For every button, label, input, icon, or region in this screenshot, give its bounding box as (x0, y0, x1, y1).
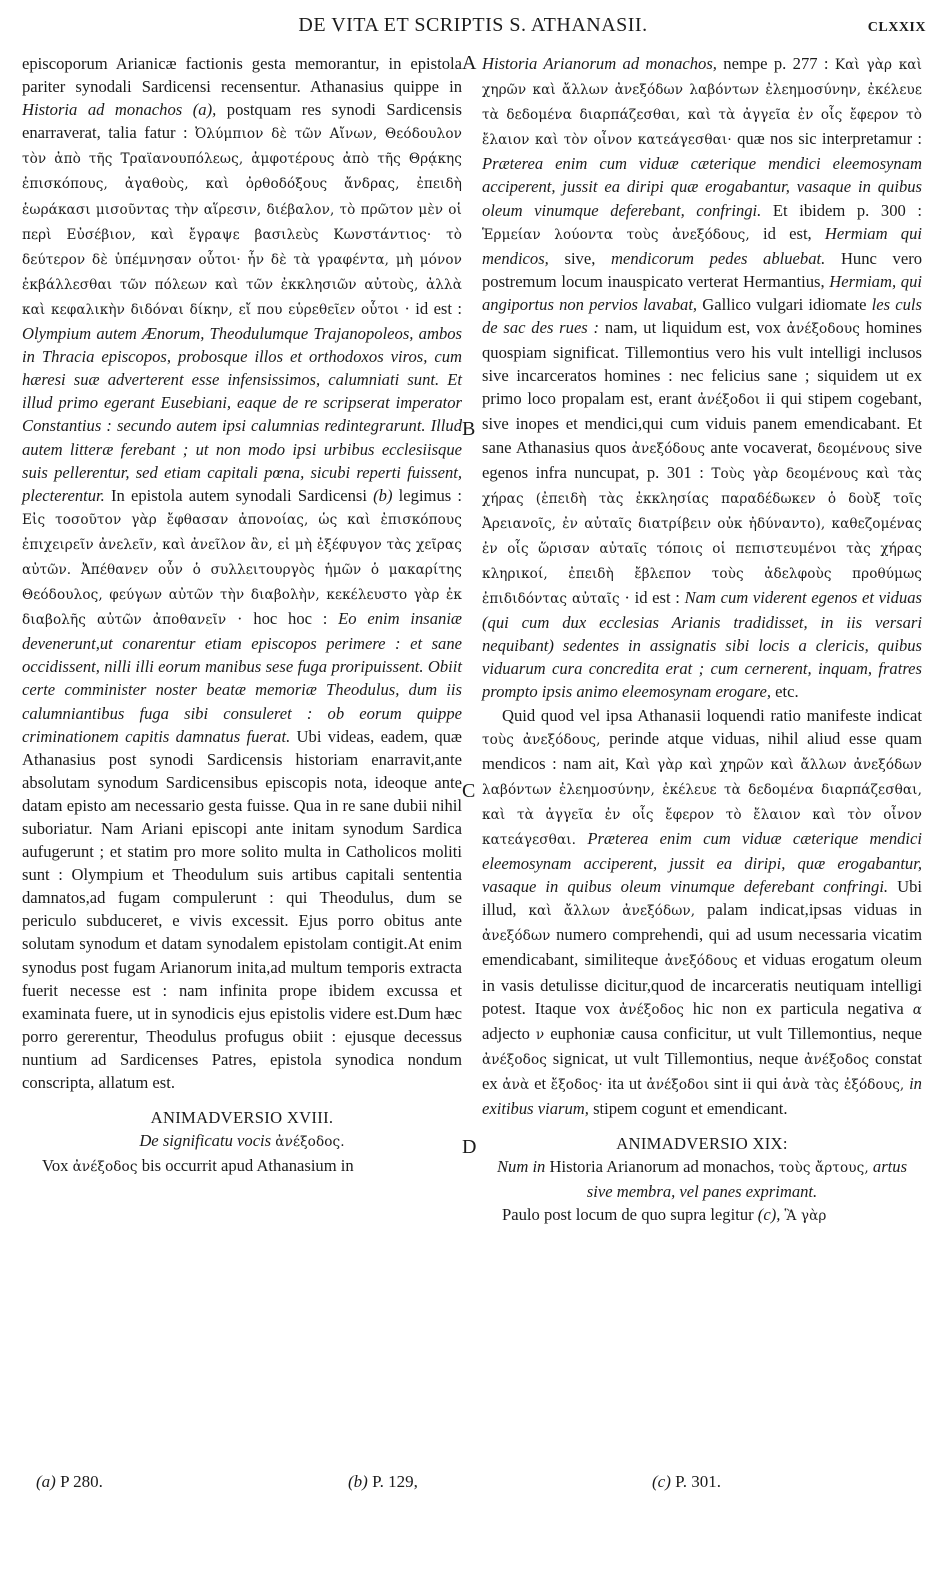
running-title: DE VITA ET SCRIPTIS S. ATHANASII. (298, 14, 648, 36)
left-column (22, 52, 462, 1179)
margin-letter-a: A (462, 52, 477, 74)
footnote-a: (a) P 280. (36, 1472, 103, 1491)
margin-letter-d: D (462, 1136, 477, 1158)
section-heading-xviii: ANIMADVERSIO XVIII. (150, 1108, 334, 1128)
paragraph: Paulo post locum de quo supra legitur (c), Ἃ γὰρ (502, 1205, 827, 1225)
margin-letter-b: B (462, 418, 476, 440)
paragraph: Vox ἀνέξοδος bis occurrit apud Athanasium in (42, 1156, 354, 1176)
paragraph: Quid quod vel ipsa Athanasii loquendi ratio manifeste indicat τοὺς ἀνεξόδους, perinde atque viduas, nihil aliud esse quam mendicos : nam ait, Καὶ γὰρ καὶ χηρῶν καὶ ἄλλων ἀνεξόδων λαβόντων ἐλεημοσύνην, ἐκέλευε τὰ δεδομένα διαρπάζεσθαι, καὶ τὰ ἀγγεῖα ἐν οἷς ἔφερον τὸ ἔλαιον καὶ τὸν οἶνον κατεάγεσθαι. Præterea enim cum viduæ cæterique mendici eleemosynam acciperent, jussit ea diripi, quæ erogabantur, vasaque in quibus oleum vinumque deferebant confringi. Ubi illud, καὶ ἄλλων ἀνεξόδων, palam indicat,ipsas viduas in ἀνεξόδων numero comprehendi, qui ad usum necessaria vicatim emendicabant, similiteque ἀνεξόδους et viduas erogatum oleum in vasis detulisse dicitur,quod de incarceratis neutiquam intelligi potest. Itaque vox ἀνέξοδος hic non ex particula negativa α adjecto ν euphoniæ causa conficitur, ut vult Tillemontius, neque ἀνέξοδος signicat, ut vult Tillemontius, neque ἀνέξοδος constat ex ἀνὰ et ἔξοδος· ita ut ἀνέξοδοι sint ii qui ἀνὰ τὰς ἐξόδους, in exitibus viarum, stipem cogunt et emendicant. (482, 705, 923, 1119)
footnote-c: (c) P. 301. (652, 1472, 721, 1491)
page-header (0, 14, 946, 48)
page-number: CLXXIX (867, 20, 926, 35)
section-subtitle-xix: Num in Historia Arianorum ad monachos, τοὺς ἄρτους, artus sive membra, vel panes exprimant. (496, 1157, 908, 1202)
section-subtitle-xviii: De significatu vocis ἀνέξοδος. (139, 1131, 345, 1151)
right-column (482, 52, 922, 1229)
paragraph: Historia Arianorum ad monachos, nempe p. 277 : Καὶ γὰρ καὶ χηρῶν καὶ ἄλλων ἀνεξόδων λαβόντων ἐλεημοσύνην, ἐκέλευε τὰ δεδομένα διαρπάζεσθαι, καὶ τὰ ἀγγεῖα ἐν οἷς ἔφερον τὸ ἔλαιον καὶ τὸν οἶνον κατεάγεσθαι· quæ nos sic interpretamur : Præterea enim cum viduæ cæterique mendici eleemosynam acciperent, jussit ea diripi quæ erogabantur, vasaque in quibus oleum vinumque deferebant, confringi. Et ibidem p. 300 : Ἑρμείαν λούοντα τοὺς ἀνεξόδους, id est, Hermiam qui mendicos, sive, mendicorum pedes abluebat. Hunc vero postremum locum inauspicato verterat Hermantius, Hermiam, qui angiportus non pervios lavabat, Gallico vulgari idiomate les culs de sac des rues : nam, ut liquidum est, vox ἀνέξοδους homines quospiam significat. Tillemontius vero his vult intelligi inclusos sive incarceratos homines : nec felicius sane ; siquidem ut ex primo loco propalam est, erant ἀνέξοδοι ii qui stipem cogebant, sive inopes et mendici,qui cum viduis panem emendicabant. Et sane Athanasius quos ἀνεξόδους ante vocaverat, δεομένους sive egenos infra nuncupat, p. 301 : Τοὺς γὰρ δεομένους καὶ τὰς χήρας (ἐπειδὴ τὰς ἐκκλησίας παραδέδωκεν ὁ δοὺξ τοῖς Ἀρειανοῖς, ἐν αὐταῖς διατρίβειν οὐκ ἠδύναντο), καθεζομένας ἐν οἷς ὥρισαν αὐταῖς τόποις οἱ πεπιστευμένοι τὰς χήρας κληρικοί, ἐπειδὴ ἔβλεπον τοὺς ἀδελφοὺς προθύμως ἐπιδιδόντας αὐταῖς · id est : Nam cum viderent egenos et viduas (qui cum dux ecclesias Arianis tradidisset, in iis versari nequibant) sedentes in assignatis sibi locis a clericis, quibus viduarum cura concredita erat ; cum cernerent, inquam, fratres prompto ipsis animo eleemosynam erogare, etc. (482, 54, 923, 702)
margin-letter-c: C (462, 780, 476, 802)
footnote-b: (b) P. 129, (348, 1472, 418, 1491)
paragraph: episcoporum Arianicæ factionis gesta memorantur, in epistola pariter synodali Sardicensi recensentur. Athanasius quippe in Historia ad monachos (a), postquam res synodi Sardicensis enarraverat, talia fatur : Ὀλύμπιον δὲ τῶν Αἴνων, Θεόδουλον τὸν ἀπὸ τῆς Τραϊανουπόλεως, ἀμφοτέρους ἀπὸ τῆς Θρᾴκης ἐπισκόπους, ἀγαθοὺς, καὶ ὀρθοδόξους ἄνδρας, ἐπειδὴ ἑωράκασι μισοῦντας τὴν αἵρεσιν, διέβαλον, τὸ πρῶτον μὲν οἱ περὶ Εὐσέβιον, καὶ ἔγραψε βασιλεὺς Κωνστάντιος· τὸ δεύτερον δὲ ὑπέμνησαν οὗτοι· ἦν δὲ τὰ γραφέντα, μὴ μόνον ἐκβάλλεσθαι τῶν πόλεων καὶ τῶν ἐκκλησιῶν αὐτοὺς, ἀλλὰ καὶ κεφαλικὴν διδόναι δίκην, εἴ που εὑρεθεῖεν οὗτοι · id est : Olympium autem Ænorum, Theodulumque Trajanopoleos, ambos in Thracia episcopos, probosque illos et orthodoxos viros, cum hæresi suæ adverterent esse infensissimos, calumniati sunt. Et illud primo egerant Eusebiani, eaque de re scripserat imperator Constantius : secundo autem ipsi calumnias redintegrarunt. Illud autem litteræ ferebant ; ut non modo ipsi urbibus ecclesiisque suis pellerentur, sed etiam capitali pœna, sicubi reperti fuissent, plecterentur. In epistola autem synodali Sardicensi (b) legimus : Εἰς τοσοῦτον γὰρ ἔφθασαν ἀπονοίας, ὡς καὶ ἐπισκόπους ἐπιχειρεῖν ἀνελεῖν, καὶ ἀνεῖλον ἂν, εἰ μὴ ἐξέφυγον τὰς χεῖρας αὐτῶν. Ἀπέθανεν οὖν ὁ συλλειτουργὸς ἡμῶν ὁ μακαρίτης Θεόδουλος, φεύγων αὐτῶν τὴν διαβολὴν, κεκέλευστο γὰρ ἐκ διαβολῆς αὐτῶν ἀποθανεῖν · hoc hoc : Eo enim insaniæ devenerunt,ut conarentur etiam episcopos perimere : et sane occidissent, nilli illi eorum manibus sese fuga proripuissent. Obiit certe comminister noster beatæ memoriæ Theodulus, dum iis calumniantibus fuga sibi consuleret : ob eorum quippe criminationem capitis damnatus fuerat. Ubi videas, eadem, quæ Athanasius post synodi Sardicensis historiam enarravit,ante absolutam synodum Sardicensibus episcopis nota, ideoque ante datam episto am necessario gesta fuisse. Qua in re sane dubii nihil suboriatur. Nam Ariani episcopi ante initam synodum Sardica aufugerunt ; et statim pro more solito multa in Catholicos moliti sunt : Olympium et Theodulum suis artibus capitali sententia damnatos,ad fugam compulerunt : qui Theodulus, dum se periculo subduceret, e vivis excessit. Ejus porro obitus ante solutam synodum et datam synodalem epistolam contigit.At enim synodus post fugam Arianorum inita,ad multum temporis extracta fuerit necesse est : nam infinita prope ibidem excussa et examinata fuere, ut in synodicis ejus epistolis videre est.Dum hæc porro gererentur, Theodulus profugus obiit : ejusque decessus nuntium ad Sardicenses Patres, epistola synodica nondum conscripta, allatum est. (22, 54, 463, 1093)
section-heading-xix: ANIMADVERSIO XIX: (616, 1134, 788, 1154)
